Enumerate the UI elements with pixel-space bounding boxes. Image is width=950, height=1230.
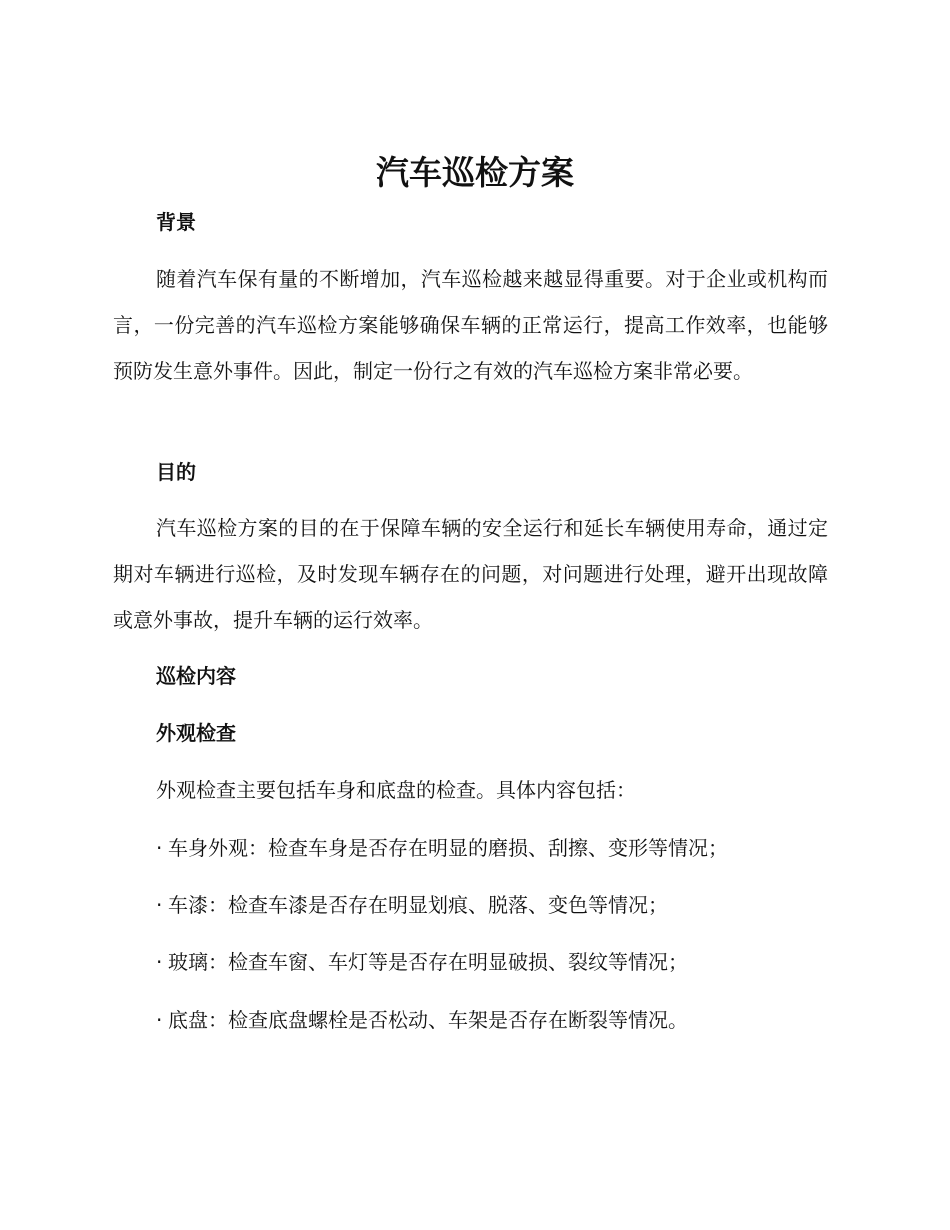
list-item — [156, 1006, 688, 1034]
inspection-heading: 巡检内容 — [156, 664, 236, 688]
list-item — [156, 891, 668, 919]
purpose-heading: 目的 — [156, 460, 196, 484]
bullet-icon: · — [156, 1008, 163, 1032]
list-item-text: 车身外观：检查车身是否存在明显的磨损、刮擦、变形等情况； — [168, 836, 728, 860]
document-title: 汽车巡检方案 — [376, 153, 574, 192]
background-heading: 背景 — [156, 210, 196, 234]
bullet-icon: · — [156, 836, 163, 860]
list-item-text: 玻璃：检查车窗、车灯等是否存在明显破损、裂纹等情况； — [168, 950, 688, 974]
list-item — [156, 834, 728, 862]
list-item-text: 底盘：检查底盘螺栓是否松动、车架是否存在断裂等情况。 — [168, 1008, 688, 1032]
background-paragraph: 随着汽车保有量的不断增加，汽车巡检越来越显得重要。对于企业或机构而言，一份完善的汽车巡检方案能够确保车辆的正常运行，提高工作效率，也能够预防发生意外事件。因此，制定一份行之有效的汽车巡检方案非常必要。 — [113, 267, 828, 383]
list-item — [156, 948, 688, 976]
exterior-intro: 外观检查主要包括车身和底盘的检查。具体内容包括： — [156, 778, 636, 802]
list-item-text: 车漆：检查车漆是否存在明显划痕、脱落、变色等情况； — [168, 893, 668, 917]
purpose-paragraph: 汽车巡检方案的目的在于保障车辆的安全运行和延长车辆使用寿命，通过定期对车辆进行巡检，及时发现车辆存在的问题，对问题进行处理，避开出现故障或意外事故，提升车辆的运行效率。 — [113, 516, 828, 632]
exterior-heading: 外观检查 — [156, 721, 236, 745]
bullet-icon: · — [156, 893, 163, 917]
bullet-icon: · — [156, 950, 163, 974]
